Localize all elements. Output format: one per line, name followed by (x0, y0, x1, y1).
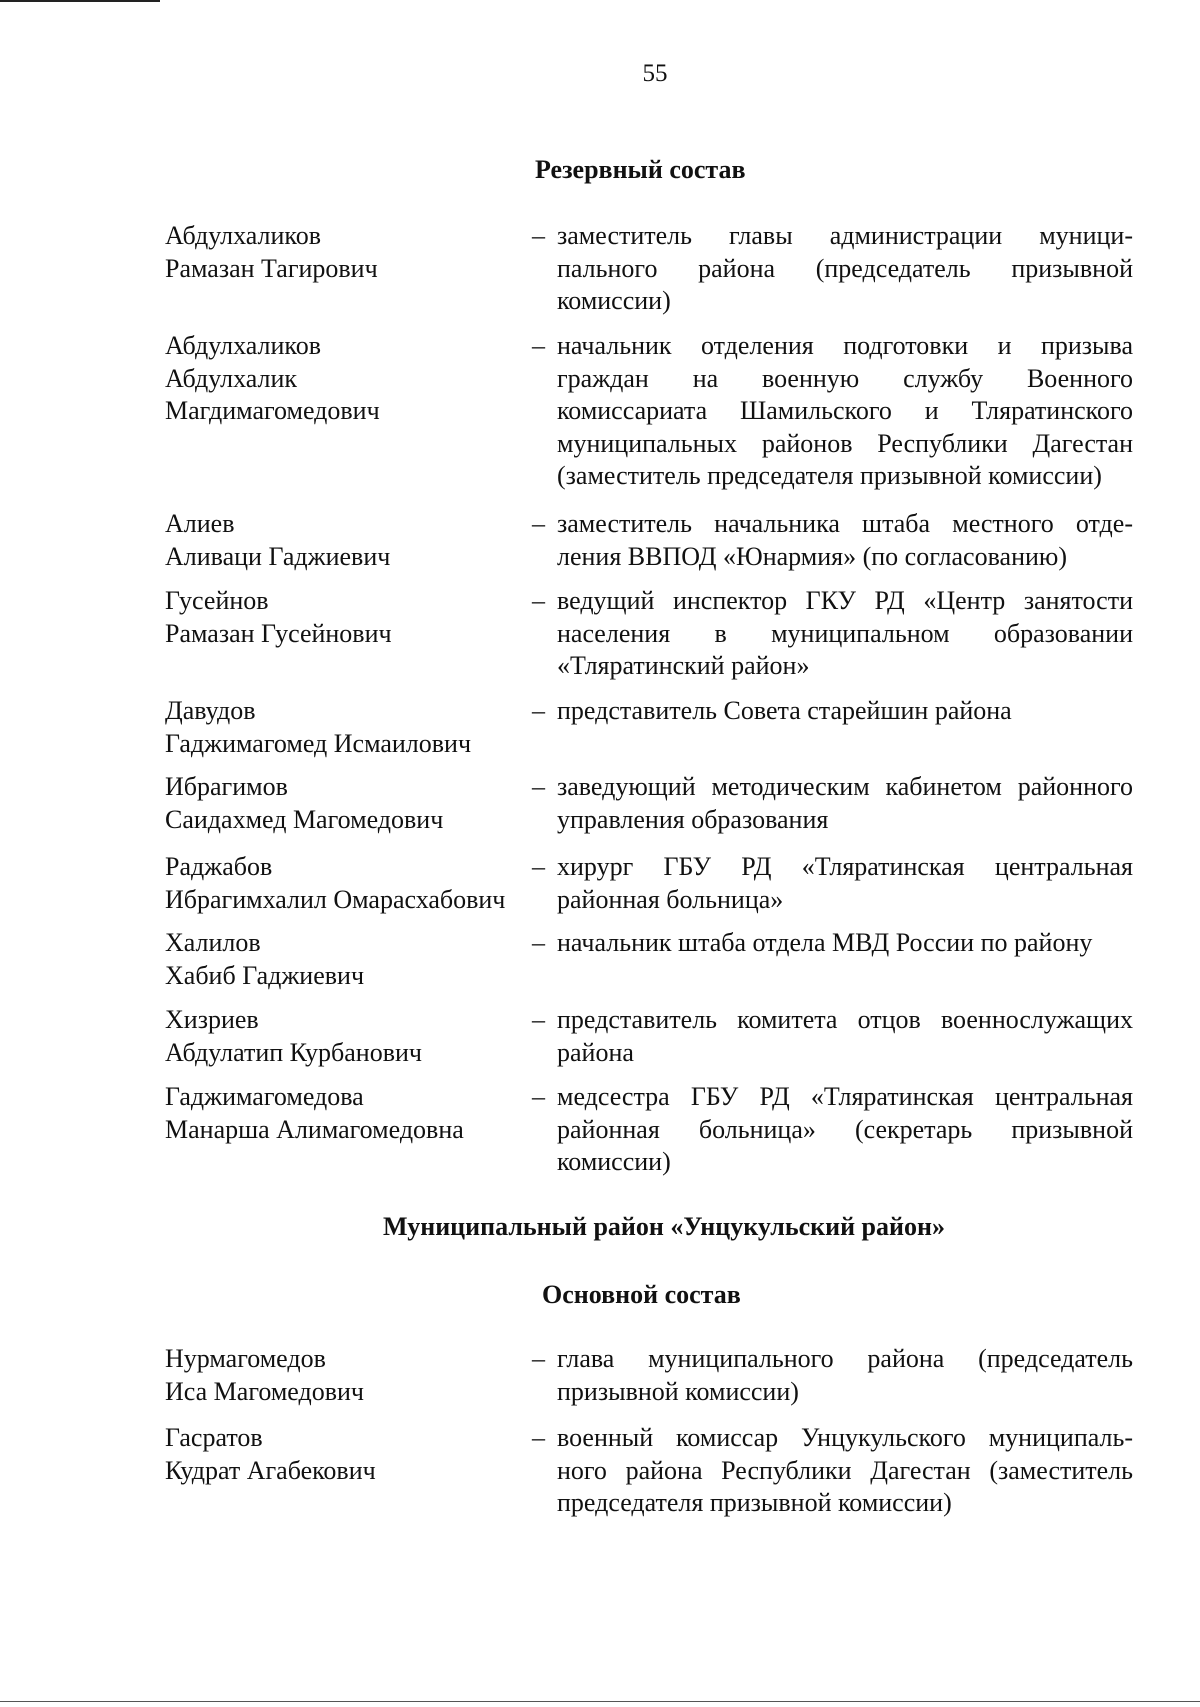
member-name (165, 1422, 525, 1487)
member-name-line: Рамазан Гусейнович (165, 618, 392, 648)
member-role-line: граждан на военную службу Военного (557, 363, 1133, 393)
entry-dash: – (532, 509, 545, 538)
member-name (165, 771, 525, 836)
entry-dash: – (532, 772, 545, 801)
entry-dash: – (532, 696, 545, 725)
member-role-line: ного района Республики Дагестан (заместитель (557, 1455, 1133, 1485)
entry-dash: – (532, 1423, 545, 1452)
member-role-line: хирург ГБУ РД «Тляратинская центральная (557, 852, 1133, 881)
member-name-line: Магдимагомедович (165, 396, 380, 425)
member-role-line: районная больница» (секретарь призывной (557, 1114, 1133, 1144)
member-role (557, 1081, 1133, 1179)
member-name-line: Аливаци Гаджиевич (165, 541, 391, 571)
member-role-line: представитель комитета отцов военнослужащих (557, 1005, 1133, 1034)
member-role-line: глава муниципального района (председатель (557, 1344, 1133, 1373)
member-role-line: заместитель начальника штаба местного отде- (557, 509, 1133, 538)
member-name (165, 1081, 525, 1146)
member-name-line: Гаджимагомед Исмаилович (165, 728, 472, 758)
member-role-line: медсестра ГБУ РД «Тляратинская центральная (557, 1082, 1133, 1111)
member-role-line: призывной комиссии) (557, 1376, 799, 1406)
member-role (557, 585, 1133, 683)
member-name-line: Абдулатип Курбанович (165, 1037, 422, 1067)
member-name-line: Манарша Алимагомедовна (165, 1114, 464, 1144)
member-role (557, 508, 1133, 573)
member-name (165, 585, 525, 650)
member-role (557, 220, 1133, 318)
member-name-line: Хабиб Гаджиевич (165, 960, 365, 990)
member-role (557, 851, 1133, 916)
member-name-line: Нурмагомедов (165, 1344, 326, 1373)
entry-dash: – (532, 928, 545, 957)
member-name-line: Кудрат Агабекович (165, 1455, 376, 1485)
member-role-line: района (557, 1037, 634, 1067)
member-role (557, 330, 1133, 493)
member-name-line: Гасратов (165, 1423, 263, 1452)
member-name-line: Гусейнов (165, 586, 269, 615)
member-name-line: Абдулхаликов (165, 221, 321, 250)
member-role-line: заместитель главы администрации муници- (557, 221, 1133, 250)
main-heading: Основной состав (542, 1280, 741, 1309)
entry-dash: – (532, 331, 545, 360)
scan-edge-mark (0, 0, 160, 2)
member-name (165, 927, 525, 992)
district-heading: Муниципальный район «Унцукульский район» (383, 1212, 945, 1241)
page-number: 55 (642, 60, 668, 87)
member-role (557, 927, 1133, 960)
member-name-line: Халилов (165, 928, 261, 957)
member-role-line: председателя призывной комиссии) (557, 1488, 952, 1517)
member-name (165, 851, 525, 916)
member-name-line: Хизриев (165, 1005, 259, 1034)
member-role-line: управления образования (557, 804, 829, 834)
member-role-line: комиссариата Шамильского и Тляратинского (557, 396, 1133, 425)
member-name-line: Ибрагимхалил Омарасхабович (165, 884, 506, 914)
member-role (557, 771, 1133, 836)
member-name-line: Абдулхаликов (165, 331, 321, 360)
member-role-line: населения в муниципальном образовании (557, 618, 1133, 648)
member-name (165, 508, 525, 573)
entry-dash: – (532, 852, 545, 881)
member-role (557, 695, 1133, 728)
member-name (165, 695, 525, 760)
member-role-line: муниципальных районов Республики Дагестан (557, 428, 1133, 458)
member-role-line: военный комиссар Унцукульского муниципаль- (557, 1423, 1133, 1452)
member-name-line: Ибрагимов (165, 772, 288, 801)
member-role-line: начальник отделения подготовки и призыва (557, 331, 1133, 360)
member-role-line: комиссии) (557, 286, 671, 315)
member-name-line: Абдулхалик (165, 363, 298, 393)
entry-dash: – (532, 221, 545, 250)
member-role-line: (заместитель председателя призывной комиссии) (557, 461, 1102, 490)
member-role (557, 1004, 1133, 1069)
member-role-line: пального района (председатель призывной (557, 253, 1133, 283)
member-name-line: Рамазан Тагирович (165, 253, 378, 283)
member-name-line: Давудов (165, 696, 256, 725)
member-role-line: начальник штаба отдела МВД России по району (557, 928, 1093, 957)
member-role (557, 1422, 1133, 1520)
reserve-heading: Резервный состав (535, 155, 746, 184)
scan-bottom-line (0, 1701, 1200, 1702)
member-name (165, 220, 525, 285)
member-name (165, 1004, 525, 1069)
entry-dash: – (532, 1082, 545, 1111)
member-role (557, 1343, 1133, 1408)
member-role-line: представитель Совета старейшин района (557, 696, 1012, 725)
member-name (165, 330, 525, 428)
member-role-line: комиссии) (557, 1147, 671, 1176)
member-role-line: ведущий инспектор ГКУ РД «Центр занятости (557, 586, 1133, 615)
entry-dash: – (532, 586, 545, 615)
member-name-line: Раджабов (165, 852, 273, 881)
member-name-line: Саидахмед Магомедович (165, 804, 444, 834)
entry-dash: – (532, 1344, 545, 1373)
member-name-line: Гаджимагомедова (165, 1082, 364, 1111)
entry-dash: – (532, 1005, 545, 1034)
member-role-line: «Тляратинский район» (557, 651, 810, 680)
member-name-line: Иса Магомедович (165, 1376, 364, 1406)
member-role-line: ления ВВПОД «Юнармия» (по согласованию) (557, 541, 1067, 571)
member-role-line: заведующий методическим кабинетом районного (557, 772, 1133, 801)
member-name (165, 1343, 525, 1408)
member-name-line: Алиев (165, 509, 235, 538)
member-role-line: районная больница» (557, 884, 784, 914)
